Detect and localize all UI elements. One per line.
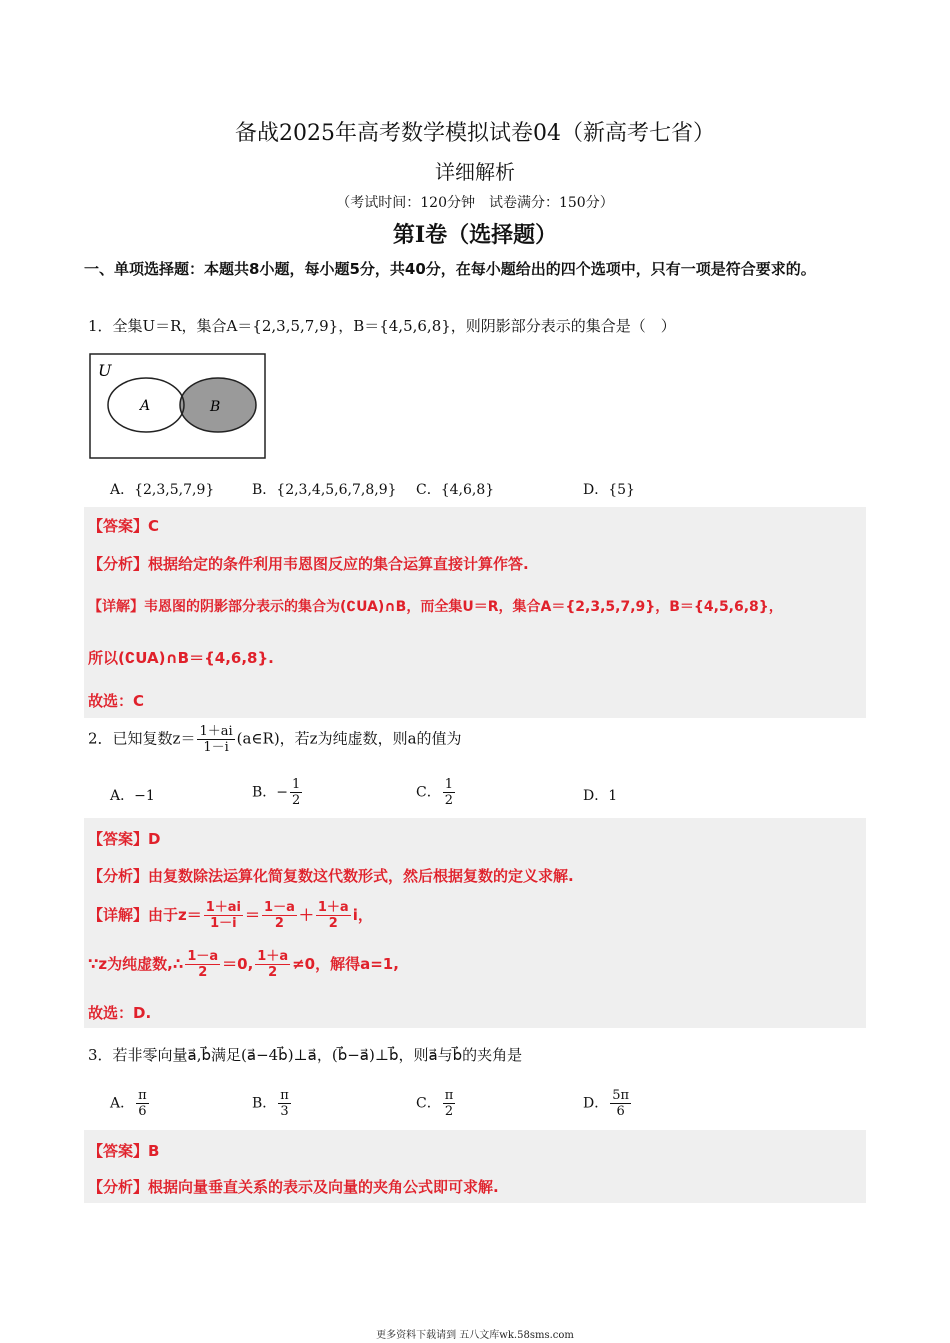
q2-cond-mid: ＝0, <box>222 955 254 973</box>
q2-detail-num-2: 1－a <box>264 900 295 915</box>
q2-option-c-label: C． <box>416 784 441 801</box>
q2-detail-den-3: 2 <box>328 916 338 931</box>
q3-option-c-label: C． <box>416 1095 441 1112</box>
q1-choose: 故选：C <box>88 692 145 710</box>
q3-answer: 【答案】B <box>88 1142 160 1160</box>
q2-option-b <box>252 777 304 808</box>
exam-meta: （考试时间：120分钟 试卷满分：150分） <box>336 195 614 211</box>
q2-option-b-den: 2 <box>292 793 301 808</box>
document-title: 备战2025年高考数学模拟试卷04（新高考七省） <box>235 121 715 146</box>
q2-cond-frac-1 <box>185 949 220 980</box>
q2-cond-den-1: 2 <box>198 965 208 980</box>
q2-analysis: 【分析】由复数除法运算化简复数这代数形式，然后根据复数的定义求解. <box>88 867 574 885</box>
document-subtitle: 详细解析 <box>435 160 515 184</box>
q2-option-c-den: 2 <box>444 793 453 808</box>
q3-option-d <box>583 1088 633 1119</box>
volume-heading: 第I卷（选择题） <box>392 222 558 248</box>
q3-option-a-fraction <box>136 1088 149 1119</box>
q2-cond-num-1: 1－a <box>187 949 219 964</box>
venn-diagram <box>88 352 268 460</box>
q2-choose: 故选：D. <box>88 1004 152 1022</box>
q2-detail-end: i， <box>352 906 373 924</box>
page-footer: 更多资料下载请到 五八文库wk.58sms.com <box>376 1330 574 1341</box>
q2-option-d: D．1 <box>583 788 618 804</box>
q2-cond-end: ≠0，解得a=1, <box>292 955 399 973</box>
q2-option-c <box>416 777 457 808</box>
q2-option-b-num: 1 <box>292 777 301 792</box>
q3-option-b-label: B． <box>252 1095 277 1112</box>
q3-stem: 3．若非零向量a⃗,b⃗满足(a⃗−4b⃗)⊥a⃗，(b⃗−a⃗)⊥b⃗，则a⃗与b⃗的夹角是 <box>88 1046 523 1064</box>
q2-cond-num-2: 1＋a <box>257 949 289 964</box>
q1-option-d: D．{5} <box>583 482 635 498</box>
q2-stem-num: 1＋ai <box>199 724 233 739</box>
q3-analysis: 【分析】根据向量垂直关系的表示及向量的夹角公式即可求解. <box>88 1178 499 1196</box>
q3-option-a-den: 6 <box>138 1104 147 1119</box>
q2-detail-pre: 【详解】由于z＝ <box>88 906 202 924</box>
q3-option-d-label: D． <box>583 1095 609 1112</box>
q3-option-c-fraction <box>443 1088 456 1119</box>
q3-option-d-fraction <box>610 1088 631 1119</box>
q2-option-b-fraction <box>290 777 302 808</box>
q2-detail-frac-2 <box>262 900 297 931</box>
q3-option-b-num: π <box>280 1088 289 1103</box>
q2-stem-den: 1－i <box>203 740 229 755</box>
q2-detail-num-1: 1＋ai <box>205 900 242 915</box>
q1-answer: 【答案】C <box>88 517 160 535</box>
q2-condition <box>88 949 399 980</box>
q2-cond-frac-2 <box>255 949 290 980</box>
q2-detail-num-3: 1＋a <box>317 900 349 915</box>
q3-option-c-den: 2 <box>444 1104 454 1119</box>
q2-stem-fraction <box>197 724 234 755</box>
q2-option-c-fraction <box>443 777 455 808</box>
q1-answer-box <box>84 507 866 718</box>
q2-detail-den-2: 2 <box>274 916 284 931</box>
q3-option-c-num: π <box>444 1088 454 1103</box>
q3-answer-box <box>84 1130 866 1203</box>
q2-cond-pre: ∵z为纯虚数,∴ <box>88 955 184 973</box>
q3-option-a-num: π <box>138 1088 147 1103</box>
q2-detail: 【详解】由于z＝ $\frac{1+ai}{1-i}$ ＝ $\frac{1-a}{2}$ ＋ $\frac{1+a}{2}$ i， <box>88 900 373 931</box>
q2-answer: 【答案】D <box>88 830 161 848</box>
q2-detail-frac-1 <box>204 900 243 931</box>
q2-option-b-label: B．− <box>252 784 289 801</box>
q3-option-a <box>110 1088 151 1119</box>
q2-stem-post: (a∈R)，若z为纯虚数，则a的值为 <box>236 729 462 748</box>
q3-option-b-den: 3 <box>280 1104 289 1119</box>
q1-option-a: A．{2,3,5,7,9} <box>110 482 215 498</box>
q3-option-d-num: 5π <box>612 1088 630 1103</box>
venn-label-b: B <box>210 399 221 415</box>
venn-label-a: A <box>140 398 151 414</box>
q1-detail-2: 所以(∁UA)∩B＝{4,6,8}. <box>88 649 274 667</box>
q2-stem <box>88 724 462 755</box>
q1-stem: 1．全集U＝R，集合A＝{2,3,5,7,9}，B＝{4,5,6,8}，则阴影部分表示的集合是（ ） <box>88 317 676 335</box>
q1-detail-1: 【详解】韦恩图的阴影部分表示的集合为(∁UA)∩B，而全集U＝R，集合A＝{2,3,5,7,9}，B＝{4,5,6,8}， <box>88 599 783 615</box>
q3-option-d-den: 6 <box>616 1104 625 1119</box>
venn-label-u: U <box>98 361 112 380</box>
q3-option-b <box>252 1088 293 1119</box>
section-heading: 一、单项选择题：本题共8小题，每小题5分，共40分，在每小题给出的四个选项中，只有一项是符合要求的。 <box>84 260 816 278</box>
q2-option-a: A．−1 <box>110 788 155 804</box>
q2-answer-box <box>84 818 866 1028</box>
q2-detail-frac-3 <box>316 900 351 931</box>
q1-option-c: C．{4,6,8} <box>416 482 495 498</box>
q2-stem-pre: 2．已知复数z＝ <box>88 729 196 748</box>
q2-cond-den-2: 2 <box>268 965 278 980</box>
q2-option-c-num: 1 <box>444 777 453 792</box>
q1-option-b: B．{2,3,4,5,6,7,8,9} <box>252 482 397 498</box>
q1-analysis: 【分析】根据给定的条件利用韦恩图反应的集合运算直接计算作答. <box>88 555 529 573</box>
q3-option-a-label: A． <box>110 1095 135 1112</box>
q3-option-b-fraction <box>278 1088 291 1119</box>
q2-detail-den-1: 1－i <box>210 916 237 931</box>
q3-option-c <box>416 1088 457 1119</box>
